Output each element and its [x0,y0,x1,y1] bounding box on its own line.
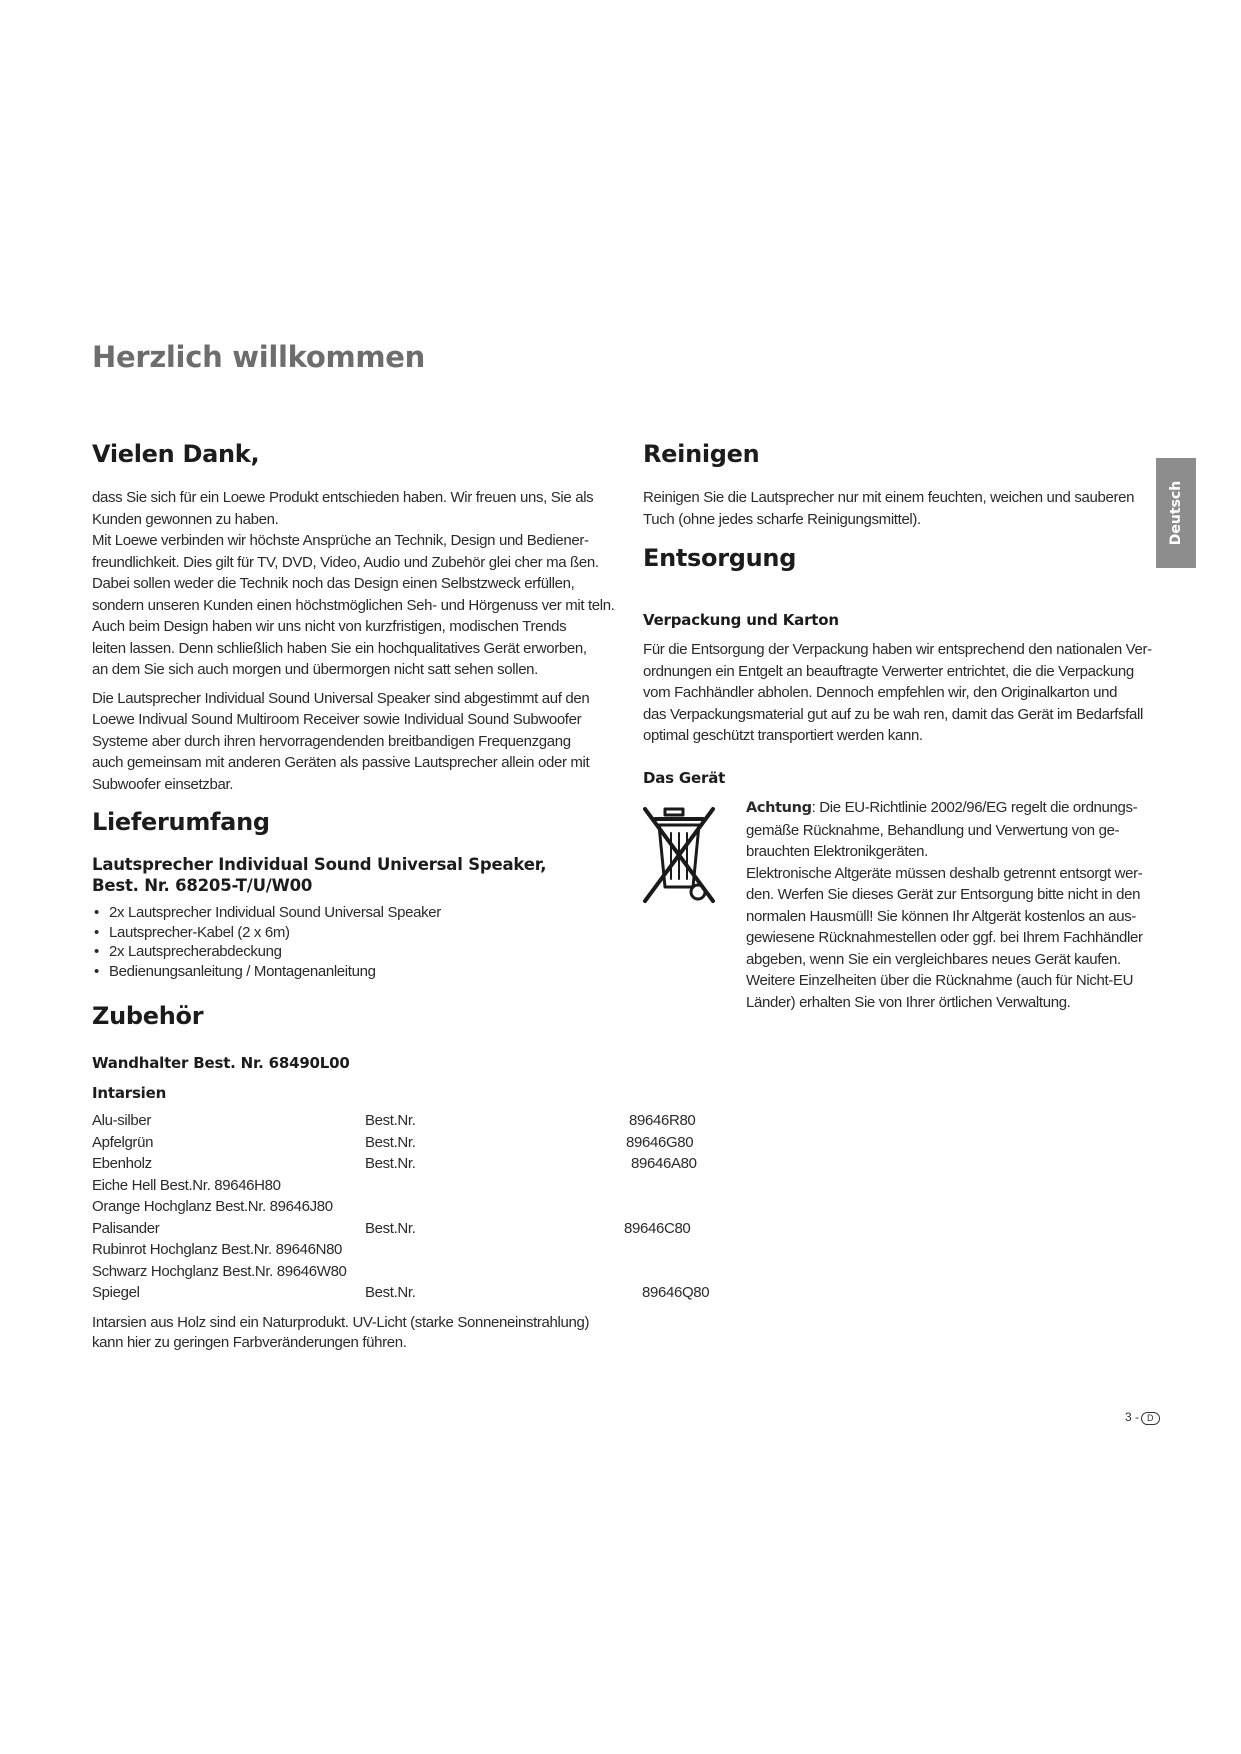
row-best: Best.Nr. [365,1219,416,1237]
text-line: gemäße Rücknahme, Behandlung und Verwertung von ge- [746,821,1120,839]
text-line: dass Sie sich für ein Loewe Produkt entschieden haben. Wir freuen uns, Sie als [92,489,594,506]
text-line: Systeme aber durch ihren hervorragendenden breitbandigen Frequenzgang [92,732,571,750]
reinigen-text [643,487,1163,530]
list-item: • 2x Lautsprecherabdeckung [92,942,612,962]
text-line: sondern unseren Kunden einen höchstmöglichen Seh- und Hörgenuss ver mit teln. [92,596,615,614]
row-name: Apfelgrün [92,1133,154,1151]
page-number [1125,1410,1160,1425]
geraet-heading: Das Gerät [643,769,726,787]
list-item: • Bedienungsanleitung / Montagenanleitung [92,962,612,982]
table-row [92,1132,694,1154]
text-line: Für die Entsorgung der Verpackung haben wir entsprechend den nationalen Ver- [643,641,1152,658]
crossed-bin-icon [641,803,717,907]
text-line: kann hier zu geringen Farbveränderungen führen. [92,1334,407,1351]
text-line: gewiesene Rücknahmestellen oder ggf. bei Ihrem Fachhändler [746,929,1143,946]
list-item: • Lautsprecher-Kabel (2 x 6m) [92,923,612,943]
row-number: 89646Q80 [642,1284,710,1301]
table-row [92,1196,333,1218]
row-best: Best.Nr. [365,1112,416,1129]
vielen-dank-paragraph-1 [92,487,632,681]
language-badge: D [1141,1412,1160,1425]
text-line: ordnungen ein Entgelt an beauftragte Verwerter entrichtet, die die Verpackung [643,662,1134,680]
table-row [92,1239,342,1261]
lieferumfang-subheading [92,854,546,896]
row-name: Schwarz Hochglanz Best.Nr. 89646W80 [92,1262,347,1280]
text-line: Mit Loewe verbinden wir höchste Ansprüche an Technik, Design und Bediener- [92,532,589,549]
row-number: 89646A80 [631,1155,697,1172]
achtung-label: Achtung [746,800,812,816]
row-name: Palisander [92,1219,160,1237]
entsorgung-heading: Entsorgung [643,544,797,572]
text-line: brauchten Elektronikgeräten. [746,843,928,860]
text-line: freundlichkeit. Dies gilt für TV, DVD, Video, Audio und Zubehör glei cher ma ßen. [92,553,599,571]
language-tab-label: Deutsch [1168,480,1184,546]
lieferumfang-heading: Lieferumfang [92,808,270,836]
text-line: Weitere Einzelheiten über die Rücknahme (auch für Nicht-EU [746,972,1134,989]
text-line: Länder) erhalten Sie von Ihrer örtlichen Verwaltung. [746,993,1071,1011]
row-best: Best.Nr. [365,1284,416,1301]
text-line: leiten lassen. Denn schließlich haben Sie ein hochqualitatives Gerät erworben, [92,639,587,657]
lieferumfang-list [92,903,612,981]
text-line [746,797,1186,820]
subheading-line: Best. Nr. 68205-T/U/W00 [92,876,313,895]
text-line: Subwoofer einsetzbar. [92,775,234,793]
geraet-text [746,797,1186,1013]
text-line: Kunden gewonnen zu haben. [92,510,279,528]
table-row [92,1175,281,1197]
text-line: an dem Sie sich auch morgen und übermorgen nicht satt sehen sollen. [92,661,538,678]
row-number: 89646G80 [626,1133,694,1151]
text-line: Die Lautsprecher Individual Sound Universal Speaker sind abgestimmt auf den [92,689,590,707]
vielen-dank-text [92,487,632,795]
table-row [92,1261,347,1283]
text-line: vom Fachhändler abholen. Dennoch empfehlen wir, den Originalkarton und [643,684,1118,701]
wandhalter-line: Wandhalter Best. Nr. 68490L00 [92,1054,350,1072]
intarsien-note [92,1313,692,1353]
row-name: Orange Hochglanz Best.Nr. 89646J80 [92,1198,333,1215]
row-name: Alu-silber [92,1112,152,1129]
intarsien-label: Intarsien [92,1084,167,1102]
text-line: Reinigen Sie die Lautsprecher nur mit einem feuchten, weichen und sauberen [643,489,1135,506]
verpackung-heading: Verpackung und Karton [643,611,839,629]
row-number: 89646C80 [624,1219,691,1237]
table-row [92,1153,697,1175]
text-line: Elektronische Altgeräte müssen deshalb getrennt entsorgt wer- [746,864,1143,882]
text-line: optimal geschützt transportiert werden kann. [643,727,923,744]
row-name: Spiegel [92,1284,140,1301]
text-span: : Die EU-Richtlinie 2002/96/EG regelt die ordnungs- [811,799,1138,816]
text-line: Auch beim Design haben wir uns nicht von kurzfristigen, modischen Trends [92,618,567,635]
page-number-text: 3 - [1125,1410,1140,1424]
row-name: Ebenholz [92,1155,152,1172]
row-name: Rubinrot Hochglanz Best.Nr. 89646N80 [92,1241,343,1258]
text-line: normalen Hausmüll! Sie können Ihr Altgerät kostenlos an aus- [746,907,1137,925]
text-line: den. Werfen Sie dieses Gerät zur Entsorgung bitte nicht in den [746,886,1141,903]
intarsien-table [92,1110,732,1310]
row-best: Best.Nr. [365,1133,416,1151]
vielen-dank-heading: Vielen Dank, [92,440,260,468]
verpackung-text [643,639,1163,747]
zubehoer-heading: Zubehör [92,1002,204,1030]
table-row [92,1282,710,1304]
text-line: Intarsien aus Holz sind ein Naturprodukt. UV-Licht (starke Sonneneinstrahlung) [92,1314,590,1331]
reinigen-heading: Reinigen [643,440,760,468]
table-row [92,1218,691,1240]
text-line: das Verpackungsmaterial gut auf zu be wah ren, damit das Gerät im Bedarfsfall [643,705,1143,723]
table-row [92,1110,696,1132]
row-best: Best.Nr. [365,1155,416,1172]
list-item: • 2x Lautsprecher Individual Sound Universal Speaker [92,903,612,923]
text-line: Loewe Indivual Sound Multiroom Receiver sowie Individual Sound Subwoofer [92,711,582,728]
text-line: abgeben, wenn Sie ein vergleichbares neues Gerät kaufen. [746,950,1121,968]
row-number: 89646R80 [629,1112,696,1129]
text-line: Dabei sollen weder die Technik noch das Design einen Selbstzweck erfüllen, [92,575,575,592]
row-name: Eiche Hell Best.Nr. 89646H80 [92,1176,281,1194]
vielen-dank-paragraph-2 [92,688,632,796]
text-line: auch gemeinsam mit anderen Geräten als passive Lautsprecher allein oder mit [92,754,590,771]
subheading-line: Lautsprecher Individual Sound Universal Speaker, [92,855,547,874]
page-title: Herzlich willkommen [92,340,426,374]
text-line: Tuch (ohne jedes scharfe Reinigungsmittel). [643,510,921,528]
